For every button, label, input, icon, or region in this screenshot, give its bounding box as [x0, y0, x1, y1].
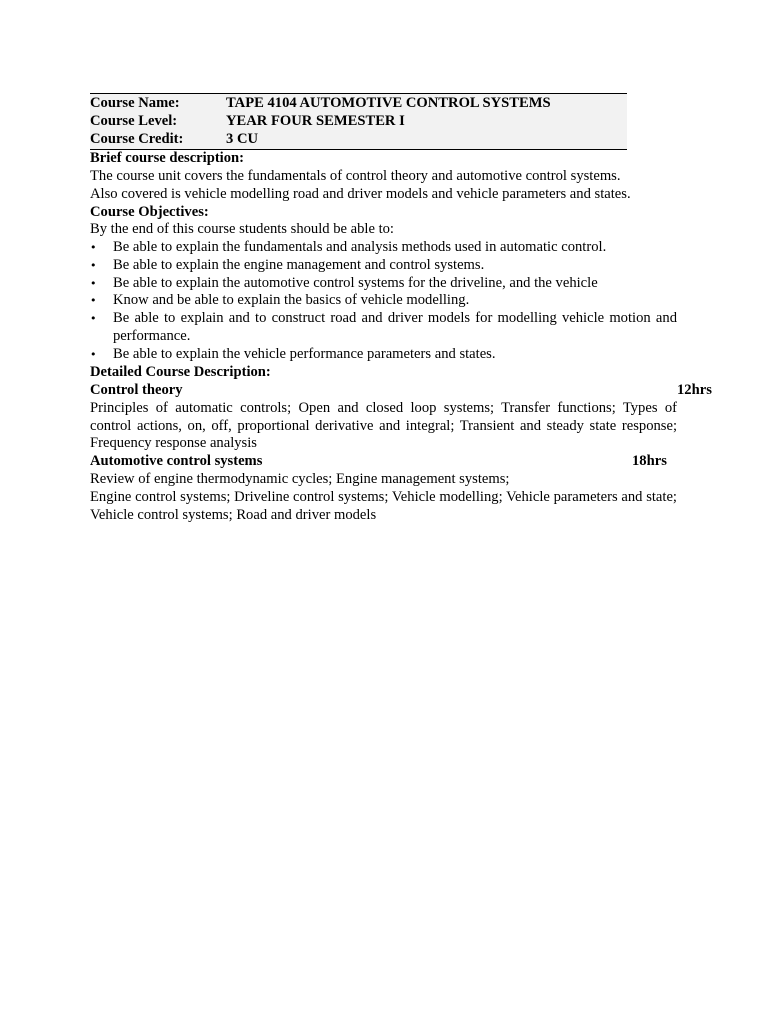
objective-list-item [90, 346, 496, 364]
course-credit-value: 3 CU [226, 131, 259, 148]
objectives-heading: Course Objectives: [90, 204, 209, 220]
course-credit-row [90, 130, 627, 148]
objective-text: Be able to explain the engine management and control systems. [113, 257, 485, 273]
objective-list-item [90, 257, 484, 275]
course-info-table [90, 93, 627, 150]
bullet-icon: • [90, 277, 97, 290]
section-content: Review of engine thermodynamic cycles; Engine management systems; [90, 471, 510, 487]
course-level-value: YEAR FOUR SEMESTER I [226, 113, 405, 130]
bullet-icon: • [90, 294, 97, 307]
objective-list-item [90, 292, 469, 310]
objective-text: Be able to explain the fundamentals and analysis methods used in automatic control. [113, 239, 607, 255]
course-level-label: Course Level: [90, 113, 178, 130]
brief-description-line: The course unit covers the fundamentals of control theory and automotive control systems. [90, 168, 621, 184]
objective-text: Be able to explain the vehicle performance parameters and states. [113, 346, 496, 362]
brief-description-line: Also covered is vehicle modelling road and driver models and vehicle parameters and states. [90, 186, 631, 202]
course-name-value: TAPE 4104 AUTOMOTIVE CONTROL SYSTEMS [226, 95, 551, 111]
course-name-row [90, 94, 627, 112]
objectives-intro: By the end of this course students should be able to: [90, 221, 394, 237]
course-credit-label: Course Credit: [90, 131, 184, 148]
bullet-icon: • [90, 312, 97, 325]
section-hours: 12hrs [677, 382, 712, 398]
objective-list-item [90, 239, 606, 257]
section-title: Automotive control systems [90, 453, 263, 469]
bullet-icon: • [90, 348, 97, 361]
section-hours: 18hrs [632, 453, 667, 469]
objective-text: Know and be able to explain the basics of vehicle modelling. [113, 292, 470, 308]
bullet-icon: • [90, 259, 97, 272]
objective-list-item [90, 275, 598, 293]
objective-text: Be able to explain the automotive control systems for the driveline, and the vehicle [113, 275, 598, 291]
section-content: Principles of automatic controls; Open and closed loop systems; Transfer functions; Types of control actions, on, off, proportional derivative and integral; Transient and steady state response; Frequency response analysis [90, 400, 677, 452]
section-title: Control theory [90, 382, 183, 398]
section-content: Engine control systems; Driveline control systems; Vehicle modelling; Vehicle parameters and state; Vehicle control systems; Road and driver models [90, 489, 677, 523]
detailed-description-heading: Detailed Course Description: [90, 364, 271, 380]
bullet-icon: • [90, 241, 97, 254]
course-name-label: Course Name: [90, 95, 180, 111]
course-level-row [90, 112, 627, 130]
objective-text: Be able to explain and to construct road and driver models for modelling vehicle motion and performance. [113, 310, 677, 344]
brief-description-heading: Brief course description: [90, 150, 245, 166]
